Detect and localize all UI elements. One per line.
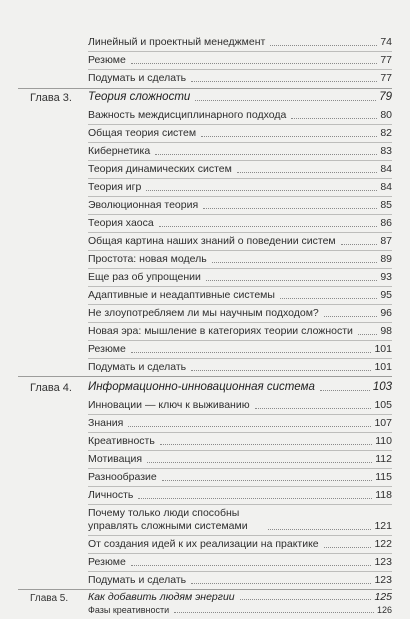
- entry-title: Резюме: [88, 54, 126, 66]
- chapter-title-entry[interactable]: [88, 381, 392, 394]
- dot-leader: [212, 262, 378, 263]
- dot-leader: [191, 583, 371, 584]
- dot-leader: [203, 208, 377, 209]
- dot-leader: [147, 462, 372, 463]
- dot-leader: [131, 565, 372, 566]
- entry-page: 83: [380, 145, 392, 157]
- entry-title: Подумать и сделать: [88, 574, 187, 586]
- chapter-divider: [18, 376, 392, 377]
- toc-entry[interactable]: [88, 325, 392, 338]
- dot-leader: [240, 599, 372, 600]
- toc-entry[interactable]: [88, 109, 392, 122]
- toc-entry[interactable]: [88, 199, 392, 212]
- entry-separator: [88, 232, 392, 233]
- toc-entry[interactable]: [88, 253, 392, 266]
- chapter-title-entry[interactable]: [88, 91, 392, 104]
- dot-leader: [291, 118, 377, 119]
- toc-entry[interactable]: [88, 453, 392, 466]
- dot-leader: [131, 352, 372, 353]
- dot-leader: [206, 280, 377, 281]
- entry-title: Теория динамических систем: [88, 163, 232, 175]
- dot-leader: [324, 547, 372, 548]
- chapter-title: Информационно-инновационная система: [88, 381, 315, 393]
- toc-entry[interactable]: [88, 399, 392, 412]
- chapter-title-entry[interactable]: [88, 591, 392, 603]
- entry-page: 112: [375, 453, 392, 465]
- toc-entry[interactable]: [88, 605, 392, 616]
- dot-leader: [201, 136, 377, 137]
- entry-title: Знания: [88, 417, 124, 429]
- entry-separator: [88, 468, 392, 469]
- dot-leader: [191, 370, 371, 371]
- entry-separator: [88, 504, 392, 505]
- toc-entry[interactable]: [88, 163, 392, 176]
- entry-title: [230, 0, 260, 1]
- entry-page: 105: [374, 399, 392, 411]
- entry-separator: [88, 304, 392, 305]
- toc-entry[interactable]: [88, 556, 392, 569]
- entry-separator: [88, 358, 392, 359]
- entry-title: Разнообразие: [88, 471, 157, 483]
- entry-title: Резюме: [88, 556, 126, 568]
- entry-title: Подумать и сделать: [88, 361, 187, 373]
- entry-title: Еще раз об упрощении: [88, 271, 201, 283]
- toc-entry[interactable]: [88, 361, 392, 374]
- entry-title: Общая теория систем: [88, 127, 197, 139]
- entry-title: Теория игр: [88, 181, 142, 193]
- dot-leader: [160, 444, 372, 445]
- toc-entry[interactable]: [88, 538, 392, 551]
- entry-separator: [88, 160, 392, 161]
- entry-title: Эволюционная теория: [88, 199, 199, 211]
- dot-leader: [268, 529, 371, 530]
- entry-page: 122: [374, 538, 392, 550]
- entry-page: 110: [375, 435, 392, 447]
- dot-leader: [270, 45, 377, 46]
- entry-separator: [88, 286, 392, 287]
- entry-title: Общая картина наших знаний о поведении систем: [88, 235, 336, 247]
- entry-page: 80: [380, 109, 392, 121]
- dot-leader: [255, 408, 372, 409]
- entry-page: 89: [380, 253, 392, 265]
- entry-title: Инновации — ключ к выживанию: [88, 399, 250, 411]
- entry-page: 121: [374, 520, 392, 532]
- entry-title: Подумать и сделать: [88, 72, 187, 84]
- entry-title: Мотивация: [88, 453, 143, 465]
- entry-title: Важность междисциплинарного подхода: [88, 109, 287, 121]
- entry-page: 126: [376, 605, 392, 615]
- dot-leader: [324, 316, 378, 317]
- entry-page: 103: [372, 381, 392, 393]
- entry-page: 85: [380, 199, 392, 211]
- entry-page: 107: [374, 417, 392, 429]
- toc-entry[interactable]: [88, 181, 392, 194]
- chapter-divider: [18, 88, 392, 89]
- chapter-label: Глава 4.: [30, 382, 72, 394]
- chapter-divider: [18, 589, 392, 590]
- entry-separator: [88, 250, 392, 251]
- entry-title: Кибернетика: [88, 145, 151, 157]
- chapter-title: Как добавить людям энергии: [88, 591, 235, 603]
- entry-separator: [88, 450, 392, 451]
- entry-title: Теория хаоса: [88, 217, 154, 229]
- dot-leader: [128, 426, 371, 427]
- entry-separator: [88, 124, 392, 125]
- chapter-label: Глава 3.: [30, 92, 72, 104]
- entry-page: 98: [380, 325, 392, 337]
- toc-entry[interactable]: [88, 72, 392, 85]
- entry-separator: [88, 432, 392, 433]
- toc-entry[interactable]: [88, 489, 392, 502]
- toc-entry[interactable]: [88, 307, 392, 320]
- toc-entry[interactable]: [88, 271, 392, 284]
- entry-page: 77: [380, 72, 392, 84]
- entry-title: Простота: новая модель: [88, 253, 207, 265]
- entry-page: [274, 0, 276, 1]
- dot-leader: [191, 81, 377, 82]
- entry-page: 101: [374, 361, 392, 373]
- entry-title: Фазы креативности: [88, 605, 170, 615]
- entry-page: 87: [380, 235, 392, 247]
- dot-leader: [358, 334, 377, 335]
- entry-page: 77: [380, 54, 392, 66]
- toc-entry[interactable]: [88, 435, 392, 448]
- entry-page: 123: [374, 574, 392, 586]
- toc-entry[interactable]: [88, 471, 392, 484]
- dot-leader: [237, 172, 377, 173]
- entry-page: 84: [380, 181, 392, 193]
- entry-page: 115: [375, 471, 392, 483]
- entry-separator: [88, 142, 392, 143]
- dot-leader: [131, 63, 378, 64]
- entry-title: Креативность: [88, 435, 155, 447]
- entry-title: Линейный и проектный менеджмент: [88, 36, 266, 48]
- entry-title: [261, 0, 273, 1]
- entry-separator: [88, 414, 392, 415]
- entry-separator: [88, 535, 392, 536]
- toc-entry[interactable]: [88, 54, 392, 67]
- entry-separator: [88, 340, 392, 341]
- entry-page: 82: [380, 127, 392, 139]
- entry-title: Почему только люди способны управлять сложными системами: [88, 507, 248, 532]
- entry-title: Адаптивные и неадаптивные системы: [88, 289, 275, 301]
- dot-leader: [341, 244, 378, 245]
- entry-separator: [88, 51, 392, 52]
- entry-separator: [88, 214, 392, 215]
- dot-leader: [159, 226, 378, 227]
- entry-page: 79: [379, 91, 392, 103]
- toc-entry[interactable]: [88, 235, 392, 248]
- entry-separator: [88, 322, 392, 323]
- entry-page: 93: [380, 271, 392, 283]
- entry-title: Личность: [88, 489, 134, 501]
- entry-page: 74: [380, 36, 392, 48]
- toc-entry[interactable]: [88, 217, 392, 230]
- entry-title: От создания идей к их реализации на практике: [88, 538, 319, 550]
- dot-leader: [155, 154, 377, 155]
- entry-page: 101: [374, 343, 392, 355]
- toc-entry[interactable]: [88, 507, 392, 533]
- toc-entry[interactable]: [88, 289, 392, 302]
- entry-page: 96: [380, 307, 392, 319]
- entry-page: 123: [374, 556, 392, 568]
- entry-separator: [88, 178, 392, 179]
- entry-separator: [88, 553, 392, 554]
- entry-separator: [88, 69, 392, 70]
- entry-separator: [88, 268, 392, 269]
- entry-page: 95: [380, 289, 392, 301]
- toc-entry[interactable]: [88, 127, 392, 140]
- dot-leader: [174, 612, 374, 613]
- entry-title: Новая эра: мышление в категориях теории сложности: [88, 325, 353, 337]
- entry-page: 86: [380, 217, 392, 229]
- toc-entry[interactable]: [88, 145, 392, 158]
- toc-entry[interactable]: [88, 36, 392, 49]
- entry-page: 118: [375, 489, 392, 501]
- dot-leader: [320, 390, 370, 391]
- entry-title: Не злоупотребляем ли мы научным подходом?: [88, 307, 319, 319]
- dot-leader: [280, 298, 377, 299]
- entry-separator: [88, 486, 392, 487]
- chapter-title: Теория сложности: [88, 91, 191, 103]
- dot-leader: [138, 498, 372, 499]
- entry-page: 84: [380, 163, 392, 175]
- dot-leader: [162, 480, 372, 481]
- chapter-label: Глава 5.: [30, 593, 69, 604]
- toc-entry[interactable]: [88, 343, 392, 356]
- entry-separator: [88, 571, 392, 572]
- entry-page: 125: [374, 591, 392, 603]
- dot-leader: [195, 100, 376, 101]
- toc-entry[interactable]: [88, 417, 392, 430]
- dot-leader: [146, 190, 377, 191]
- entry-separator: [88, 196, 392, 197]
- toc-entry[interactable]: [88, 574, 392, 587]
- entry-title: Резюме: [88, 343, 126, 355]
